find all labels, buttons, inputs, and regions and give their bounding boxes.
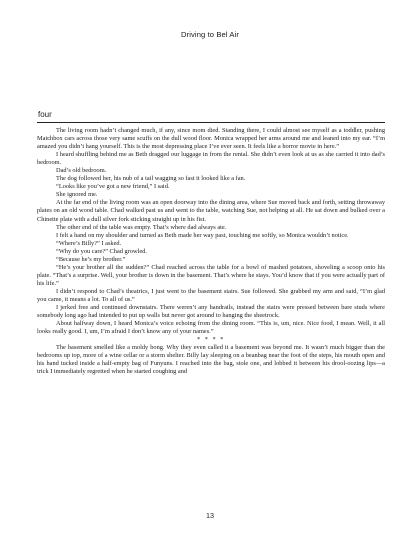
paragraph: The other end of the table was empty. That’s where dad always ate.	[56, 223, 227, 231]
paragraph: I jerked free and continued downstairs. There weren’t any handrails, instead the stairs were pressed between bare studs where somebody long ago had intended to put up walls but never got around to hanging the sheetrock.	[37, 304, 385, 320]
paragraph: I heard shuffling behind me as Beth dragged our luggage in from the rental. She didn’t even look at us as she carried it into dad’s bedroom.	[37, 151, 385, 167]
paragraph: The dog followed her, his nub of a tail wagging so fast it looked like a fan.	[56, 175, 246, 183]
chapter-title: four	[38, 110, 52, 119]
body-text	[37, 127, 385, 376]
paragraph: Dad’s old bedroom.	[56, 167, 107, 175]
paragraph: I felt a hand on my shoulder and turned as Beth made her way past, touching me softly, so Monica wouldn’t notice.	[56, 231, 349, 239]
paragraph: She ignored me.	[56, 191, 98, 199]
paragraph: “Where’s Billy?” I asked.	[56, 239, 122, 247]
chapter-rule	[37, 122, 385, 123]
page-number: 13	[206, 511, 214, 520]
scene-break: * * * *	[197, 336, 225, 344]
paragraph: The living room hadn’t changed much, if any, since mom died. Standing there, I could almost see myself as a toddler, pushing Matchbox cars across those very same scuffs on the dull wood floor. Monica wrapped her arms around me and leaned into my ear. “I’m amazed you didn’t hang yourself. This is the most depressing place I’ve ever seen. It feels like a horror movie in here.”	[37, 127, 385, 151]
paragraph: “Looks like you’ve got a new friend,” I said.	[56, 183, 170, 191]
running-head: Driving to Bel Air	[181, 30, 239, 39]
paragraph: About halfway down, I heard Monica’s voice echoing from the dining room. “This is, um, nice. Nice food, I mean. Well, it all looks really good. I, um, I’m afraid I don’t know any of your names.”	[37, 320, 385, 336]
paragraph: “Because he’s my brother.”	[56, 255, 126, 263]
paragraph: The basement smelled like a moldy bong. Why they even called it a basement was beyond me. It wasn’t much bigger than the bedrooms up top, more of a wine cellar or a storm shelter. Billy lay sleeping on a beanbag near the foot of the steps, his mouth open and his hand tucked inside a half-empty bag of Funyuns. I reached into the bag, stole one, and lobbed it between his drool-oozing lips—a trick I immediately regretted when he started coughing and	[37, 344, 385, 376]
paragraph: At the far end of the living room was an open doorway into the dining area, where Sue moved back and forth, setting throwaway plates on an old wood table. Chad walked past us and went to the table, watching Sue, not helping at all. He sat down and bulked over a Chinette plate with a dull silver fork sticking straight up in his fist.	[37, 199, 385, 223]
paragraph: “He’s your brother all the sudden?” Chad reached across the table for a bowl of mashed potatoes, shoveling a scoop onto his plate. “That’s a surprise. Well, your brother is down in the basement. That’s where he stays. You’d know that if you were actually part of his life.”	[37, 263, 385, 287]
paragraph: I didn’t respond to Chad’s theatrics, I just went to the basement stairs. Sue followed. She grabbed my arm and said, “I’m glad you came, it means a lot. To all of us.”	[37, 287, 385, 303]
paragraph: “Why do you care?” Chad growled.	[56, 247, 147, 255]
